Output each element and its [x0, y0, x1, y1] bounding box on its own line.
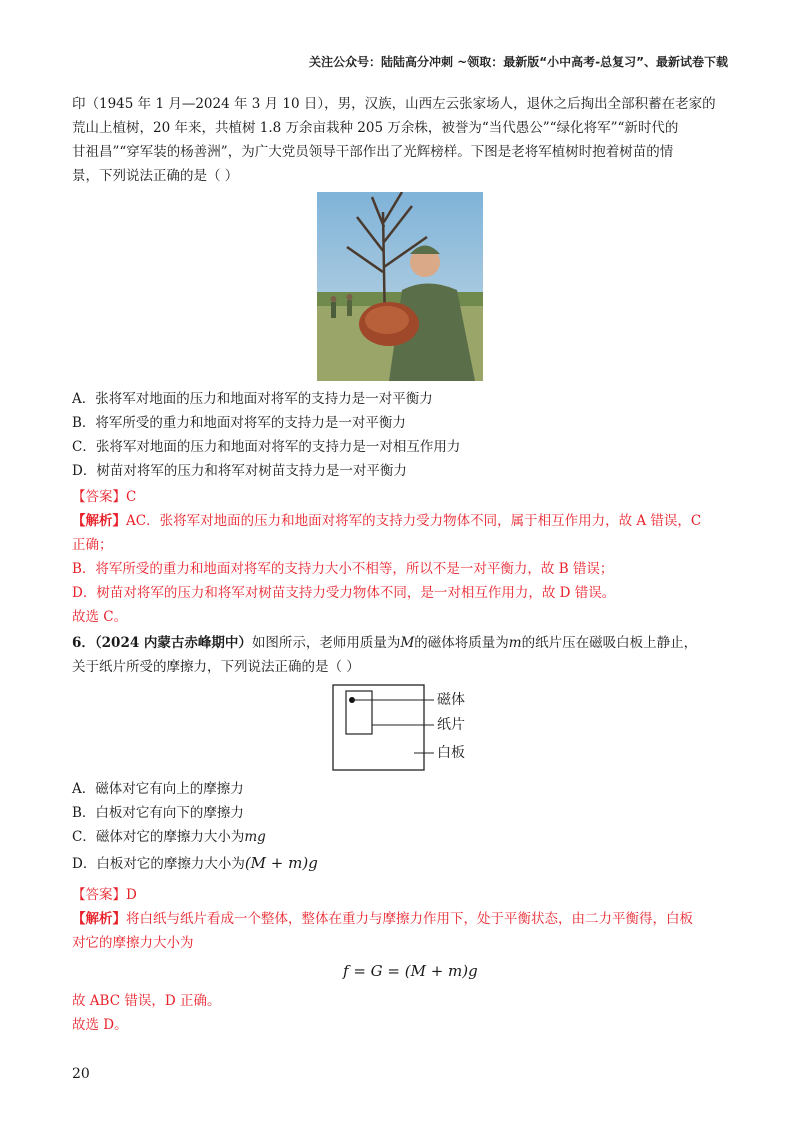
q5-analysis-text: AC．张将军对地面的压力和地面对将军的支持力受力物体不同，属于相互作用力，故 A 错误，C: [126, 513, 702, 529]
q6-analysis-text: 将白纸与纸片看成一个整体，整体在重力与摩擦力作用下，处于平衡状态，由二力平衡得，白板: [126, 911, 693, 927]
q5-option-c: C．张将军对地面的压力和地面对将军的支持力是一对相互作用力: [72, 439, 461, 455]
q5-answer: 【答案】C: [72, 489, 137, 505]
q6-formula: f = G = (M + m)g: [343, 962, 478, 980]
q6-option-a: A．磁体对它有向上的摩擦力: [72, 781, 244, 797]
page-header: 关注公众号：陆陆高分冲刺 ~领取：最新版“小中高考-总复习”、最新试卷下载: [309, 55, 728, 69]
q6-stem-line1: [72, 632, 697, 654]
q5-stem-line: 印（1945 年 1 月—2024 年 3 月 10 日），男，汉族，山西左云张家场人，退休之后掏出全部积蓄在老家的: [72, 96, 716, 112]
q5-analysis-line: [72, 510, 701, 532]
q5-analysis-line: B．将军所受的重力和地面对将军的支持力大小不相等，所以不是一对平衡力，故 B 错误；: [72, 561, 614, 577]
q5-option-a: A．张将军对地面的压力和地面对将军的支持力是一对平衡力: [72, 391, 433, 407]
q6-analysis-label: 【解析】: [72, 911, 126, 927]
q5-analysis-line: D．树苗对将军的压力和将军对树苗支持力受力物体不同，是一对相互作用力，故 D 错误。: [72, 585, 616, 601]
q6-stem-text: 的磁体将质量为: [414, 635, 509, 651]
whiteboard-outline: [333, 685, 424, 770]
q5-conclusion: 故选 C。: [72, 609, 128, 625]
q5-option-b: B．将军所受的重力和地面对将军的支持力是一对平衡力: [72, 415, 406, 431]
q6-answer: 【答案】D: [72, 887, 137, 903]
paper-outline: [346, 691, 372, 734]
q6-option-b: B．白板对它有向下的摩擦力: [72, 805, 244, 821]
q5-option-d: D．树苗对将军的压力和将军对树苗支持力是一对平衡力: [72, 463, 407, 479]
q6-var-m: m: [508, 635, 522, 651]
q6-option-d-text: D．白板对它的摩擦力大小为: [72, 856, 245, 872]
q6-stem-text: 的纸片压在磁吸白板上静止，: [521, 635, 698, 651]
magnet-board-diagram: [330, 683, 480, 777]
q6-option-c-text: C．磁体对它的摩擦力大小为: [72, 829, 245, 845]
q5-stem-line: 荒山上植树，20 年来，共植树 1.8 万余亩栽种 205 万余株，被誉为“当代愚公”“绿化将军”“新时代的: [72, 120, 679, 136]
q6-source: （2024 内蒙古赤峰期中）: [94, 635, 252, 651]
label-board: 白板: [437, 745, 465, 761]
q6-wrong-line: 故 ABC 错误，D 正确。: [72, 993, 221, 1009]
q5-analysis-line: 正确；: [72, 537, 113, 553]
q6-conclusion: 故选 D。: [72, 1017, 128, 1033]
label-paper: 纸片: [437, 717, 465, 733]
page-number: 20: [72, 1066, 90, 1082]
q6-number: 6．: [72, 635, 95, 651]
q6-stem-line2: 关于纸片所受的摩擦力，下列说法正确的是（ ）: [72, 659, 360, 675]
q5-stem: [72, 92, 728, 188]
q5-analysis-label: 【解析】: [72, 513, 126, 529]
q6-option-c: [72, 826, 266, 848]
general-planting-photo: [317, 192, 483, 381]
q6-analysis-line: 对它的摩擦力大小为: [72, 935, 194, 951]
q6-option-d-math: (M + m)g: [244, 854, 318, 872]
q6-option-d: [72, 852, 318, 875]
q5-stem-line: 景，下列说法正确的是（ ）: [72, 168, 239, 184]
q5-stem-line: 甘祖昌”“穿军装的杨善洲”，为广大党员领导干部作出了光辉榜样。下图是老将军植树时抱着树苗的情: [72, 144, 674, 160]
q6-option-c-math: mg: [244, 829, 266, 845]
label-magnet: 磁体: [437, 692, 465, 708]
q6-analysis-line: [72, 908, 693, 930]
q6-var-M: M: [400, 635, 415, 651]
q6-stem-text: 如图所示，老师用质量为: [251, 635, 401, 651]
